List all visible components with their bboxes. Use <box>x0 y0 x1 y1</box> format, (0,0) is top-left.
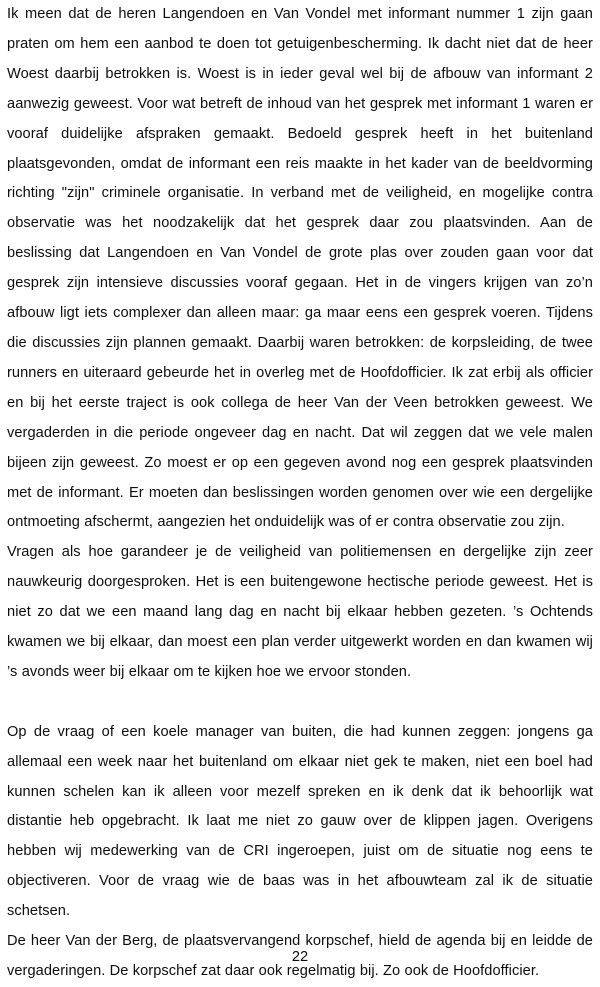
paragraph-3: Op de vraag of een koele manager van buiten, die had kunnen zeggen: jongens ga allemaal een week naar het buitenland om elkaar niet gek te maken, niet een boel had kunnen schelen kan ik alleen voor mezelf spreken en ik denk dat ik behoorlijk wat distantie heb opgebracht. Ik laat me niet zo gauw over de klippen jagen. Overigens hebben wij medewerking van de CRI ingeroepen, juist om de situatie nog eens te objectiveren. Voor de vraag wie de baas was in het afbouwteam zal ik de situatie schetsen. <box>7 723 593 920</box>
document-body <box>7 0 593 987</box>
paragraph-1: Ik meen dat de heren Langendoen en Van Vondel met informant nummer 1 zijn gaan praten om hem een aanbod te doen tot getuigenbescherming. Ik dacht niet dat de heer Woest daarbij betrokken is. Woest is in ieder geval wel bij de afbouw van informant 2 aanwezig geweest. Voor wat betreft de inhoud van het gesprek met informant 1 waren er vooraf duidelijke afspraken gemaakt. Bedoeld gesprek heeft in het buitenland plaatsgevonden, omdat de informant een reis maakte in het kader van de beeldvorming richting "zijn" criminele organisatie. In verband met de veiligheid, en mogelijke contra observatie was het noodzakelijk dat het gesprek daar zou plaatsvinden. Aan de beslissing dat Langendoen en Van Vondel de grote plas over zouden gaan voor dat gesprek zijn intensieve discussies vooraf gegaan. Het in de vingers krijgen van zo’n afbouw ligt iets complexer dan alleen maar: ga maar eens een gesprek voeren. Tijdens die discussies zijn plannen gemaakt. Daarbij waren betrokken: de korpsleiding, de twee runners en uiteraard gebeurde het in overleg met de Hoofdofficier. Ik zat erbij als officier en bij het eerste traject is ook collega de heer Van der Veen betrokken geweest. We vergaderden in die periode ongeveer dag en nacht. Dat wil zeggen dat we vele malen bijeen zijn geweest. Zo moest er op een gegeven avond nog een gesprek plaatsvinden met de informant. Er moeten dan beslissingen worden genomen over wie een dergelijke ontmoeting afschermt, aangezien het onduidelijk was of er contra observatie zou zijn. <box>7 6 593 531</box>
page-number: 22 <box>291 949 309 965</box>
paragraph-2: Vragen als hoe garandeer je de veiligheid van politiemensen en dergelijke zijn zeer nauwkeurig doorgesproken. Het is een buitengewone hectische periode geweest. Het is niet zo dat we een maand lang dag en nacht bij elkaar hebben gezeten. ’s Ochtends kwamen we bij elkaar, dan moest een plan verder uitgewerkt worden en dan kwamen wij ’s avonds weer bij elkaar om te kijken hoe we ervoor stonden. <box>7 544 593 680</box>
paragraph-4: De heer Van der Berg, de plaatsvervangend korpschef, hield de agenda bij en leidde de vergaderingen. De korpschef zat daar ook regelmatig bij. Zo ook de Hoofdofficier. <box>7 933 593 979</box>
